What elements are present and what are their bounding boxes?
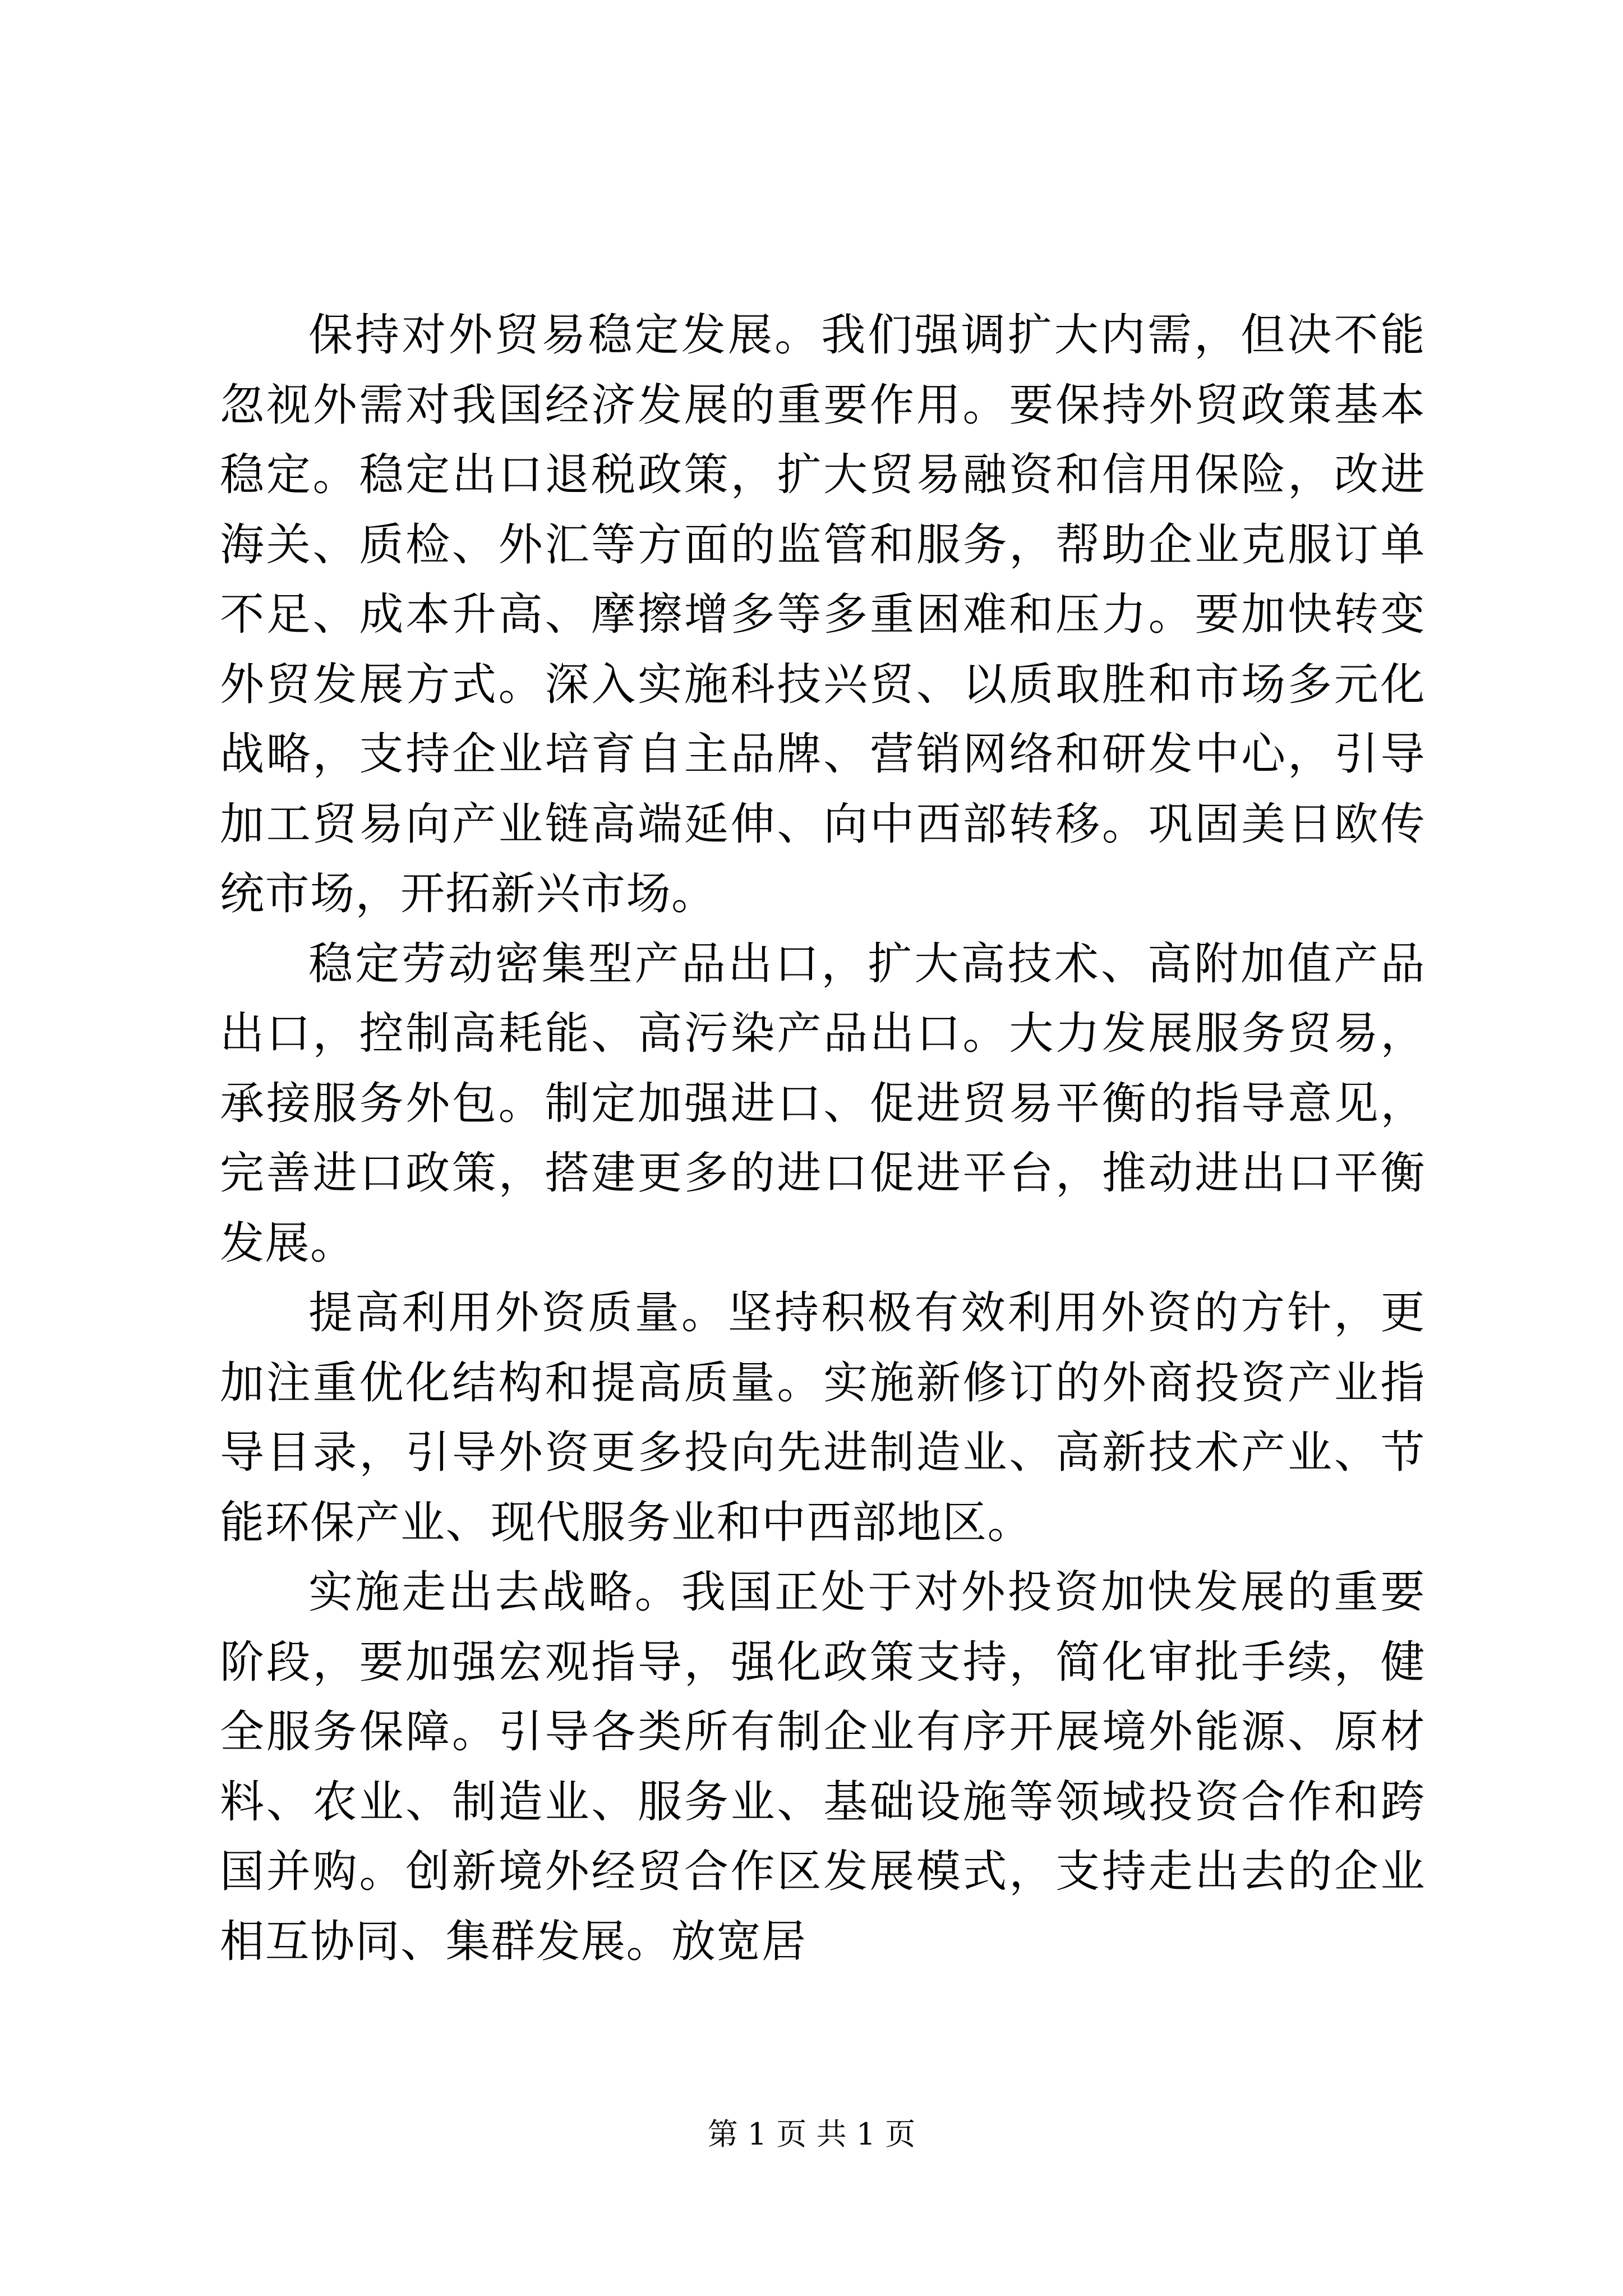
document-body [220, 300, 1426, 1976]
paragraph-exports: 稳定劳动密集型产品出口，扩大高技术、高附加值产品出口，控制高耗能、高污染产品出口。大力发展服务贸易，承接服务外包。制定加强进口、促进贸易平衡的指导意见，完善进口政策，搭建更多的进口促进平台，推动进出口平衡发展。 [220, 937, 1426, 1269]
paragraph-going-global: 实施走出去战略。我国正处于对外投资加快发展的重要阶段，要加强宏观指导，强化政策支持，简化审批手续，健全服务保障。引导各类所有制企业有序开展境外能源、原材料、农业、制造业、服务业、基础设施等领域投资合作和跨国并购。创新境外经贸合作区发展模式，支持走出去的企业相互协同、集群发展。放宽居 [220, 1566, 1426, 1967]
page-number-footer: 第 1 页 共 1 页 [707, 2116, 916, 2152]
paragraph-foreign-investment: 提高利用外资质量。坚持积极有效利用外资的方针，更加注重优化结构和提高质量。实施新修订的外商投资产业指导目录，引导外资更多投向先进制造业、高新技术产业、节能环保产业、现代服务业和中西部地区。 [220, 1287, 1426, 1548]
paragraph-foreign-trade: 保持对外贸易稳定发展。我们强调扩大内需，但决不能忽视外需对我国经济发展的重要作用。要保持外贸政策基本稳定。稳定出口退税政策，扩大贸易融资和信用保险，改进海关、质检、外汇等方面的监管和服务，帮助企业克服订单不足、成本升高、摩擦增多等多重困难和压力。要加快转变外贸发展方式。深入实施科技兴贸、以质取胜和市场多元化战略，支持企业培育自主品牌、营销网络和研发中心，引导加工贸易向产业链高端延伸、向中西部转移。巩固美日欧传统市场，开拓新兴市场。 [220, 309, 1426, 919]
